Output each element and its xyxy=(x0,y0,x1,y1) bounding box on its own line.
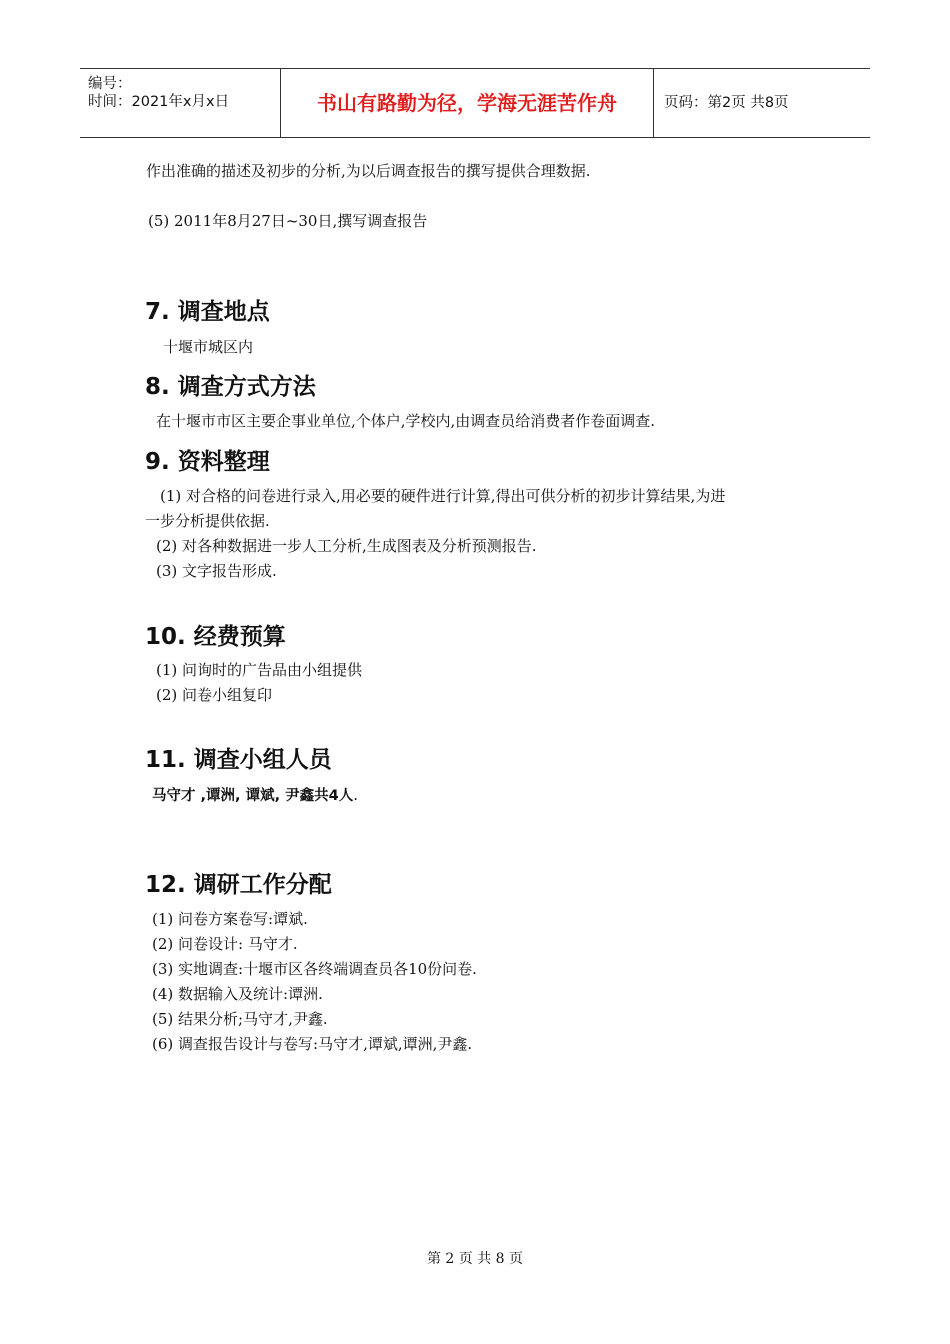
section-7-title: 7. 调查地点 xyxy=(145,299,270,325)
header-meta-cell xyxy=(80,69,281,137)
section-7-text: 十堰市城区内 xyxy=(163,338,254,356)
time-label: 时间：2021年x月x日 xyxy=(88,94,230,110)
section-11-title: 11. 调查小组人员 xyxy=(145,747,332,773)
section-8-title: 8. 调查方式方法 xyxy=(145,374,316,400)
section-12-item-6: (6) 调查报告设计与卷写:马守才,谭斌,谭洲,尹鑫. xyxy=(152,1035,473,1053)
body-line-2: (5) 2011年8月27日~30日,撰写调查报告 xyxy=(148,212,428,230)
section-12-item-4: (4) 数据输入及统计:谭洲. xyxy=(152,985,323,1003)
section-9-title: 9. 资料整理 xyxy=(145,449,270,475)
section-11-tail: . xyxy=(353,786,359,804)
section-12-item-3: (3) 实地调查:十堰市区各终端调查员各10份问卷. xyxy=(152,960,477,978)
section-8-text: 在十堰市市区主要企事业单位,个体户,学校内,由调查员给消费者作卷面调查. xyxy=(156,412,656,430)
section-12-item-2: (2) 问卷设计: 马守才. xyxy=(152,935,298,953)
section-9-item-2: (2) 对各种数据进一步人工分析,生成图表及分析预测报告. xyxy=(156,537,537,555)
section-12-item-5: (5) 结果分析;马守才,尹鑫. xyxy=(152,1010,328,1028)
serial-label: 编号： xyxy=(88,76,132,92)
section-10-item-2: (2) 问卷小组复印 xyxy=(156,686,273,704)
section-11-members: 马守才 ,谭洲, 谭斌, 尹鑫共4人 xyxy=(152,788,354,804)
header-page-label: 页码：第2页 共8页 xyxy=(664,95,789,111)
section-10-item-1: (1) 问询时的广告品由小组提供 xyxy=(156,661,363,679)
section-11-members-line xyxy=(152,784,358,805)
section-9-item-1a: (1) 对合格的问卷进行录入,用必要的硬件进行计算,得出可供分析的初步计算结果,为进 xyxy=(160,487,726,505)
section-12-title: 12. 调研工作分配 xyxy=(145,872,332,898)
page-header xyxy=(80,68,870,138)
section-9-item-3: (3) 文字报告形成. xyxy=(156,562,277,580)
section-9-item-1b: 一步分析提供依据. xyxy=(145,512,270,530)
section-12-item-1: (1) 问卷方案卷写:谭斌. xyxy=(152,910,308,928)
body-line-1: 作出准确的描述及初步的分析,为以后调查报告的撰写提供合理数据. xyxy=(146,162,591,180)
header-motto: 书山有路勤为径，学海无涯苦作舟 xyxy=(281,69,654,137)
section-10-title: 10. 经费预算 xyxy=(145,624,286,650)
page-footer: 第 2 页 共 8 页 xyxy=(426,1251,524,1267)
